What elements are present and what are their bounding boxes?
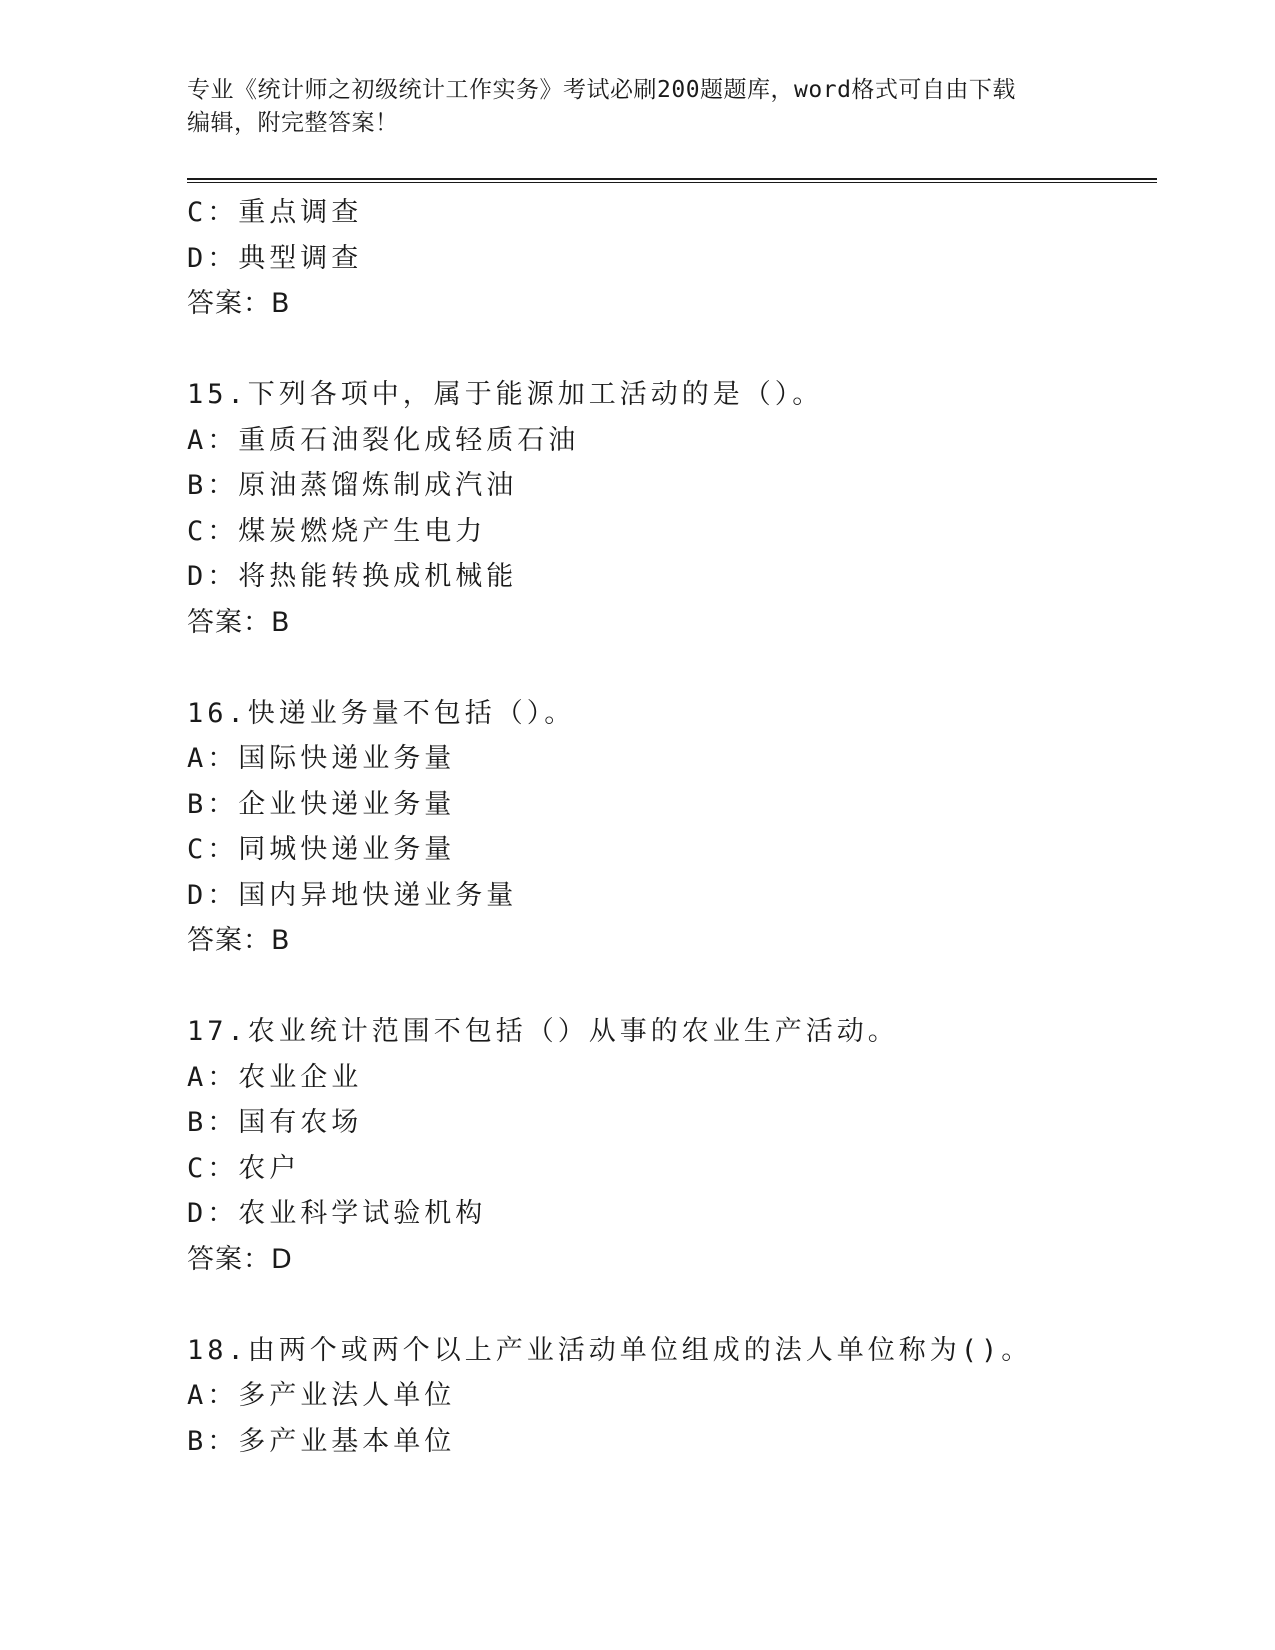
answer-line: 答案：B — [187, 288, 291, 319]
question-text: 17.农业统计范围不包括（）从事的农业生产活动。 — [187, 1016, 899, 1047]
question-block-15 — [187, 372, 1157, 645]
option-b: B：国有农场 — [187, 1107, 363, 1138]
spacer — [187, 645, 1157, 691]
option-b: B：企业快递业务量 — [187, 788, 456, 820]
question-block-18 — [187, 1328, 1157, 1465]
option-d: D：典型调查 — [187, 242, 363, 274]
question-text: 18.由两个或两个以上产业活动单位组成的法人单位称为()。 — [187, 1334, 1033, 1366]
option-a: A：农业企业 — [187, 1061, 363, 1093]
answer-line: 答案：D — [187, 1243, 293, 1275]
header-line-1: 专业《统计师之初级统计工作实务》考试必刷200题题库，word格式可自由下载 — [187, 77, 1016, 103]
option-c: C：农户 — [187, 1152, 301, 1184]
spacer — [187, 964, 1157, 1010]
question-block-17 — [187, 1009, 1157, 1282]
option-a: A：多产业法人单位 — [187, 1380, 456, 1411]
option-c: C：重点调查 — [187, 197, 363, 228]
document-header — [187, 74, 1087, 140]
header-line-2: 编辑，附完整答案！ — [187, 110, 399, 136]
option-a: A：重质石油裂化成轻质石油 — [187, 424, 580, 456]
question-text: 16.快递业务量不包括（）。 — [187, 697, 576, 729]
option-a: A：国际快递业务量 — [187, 743, 456, 774]
option-c: C：煤炭燃烧产生电力 — [187, 515, 487, 547]
question-list — [187, 190, 1157, 1464]
spacer — [187, 1282, 1157, 1328]
option-b: B：多产业基本单位 — [187, 1425, 456, 1457]
answer-line: 答案：B — [187, 925, 291, 956]
option-d: D：国内异地快递业务量 — [187, 879, 518, 911]
answer-line: 答案：B — [187, 606, 291, 638]
question-block-16 — [187, 691, 1157, 964]
option-c: C：同城快递业务量 — [187, 834, 456, 865]
option-d: D：农业科学试验机构 — [187, 1198, 487, 1229]
spacer — [187, 327, 1157, 373]
question-text: 15.下列各项中，属于能源加工活动的是（）。 — [187, 379, 824, 410]
question-block-14 — [187, 190, 1157, 327]
header-divider — [187, 178, 1157, 183]
option-b: B：原油蒸馏炼制成汽油 — [187, 470, 518, 501]
option-d: D：将热能转换成机械能 — [187, 561, 518, 592]
